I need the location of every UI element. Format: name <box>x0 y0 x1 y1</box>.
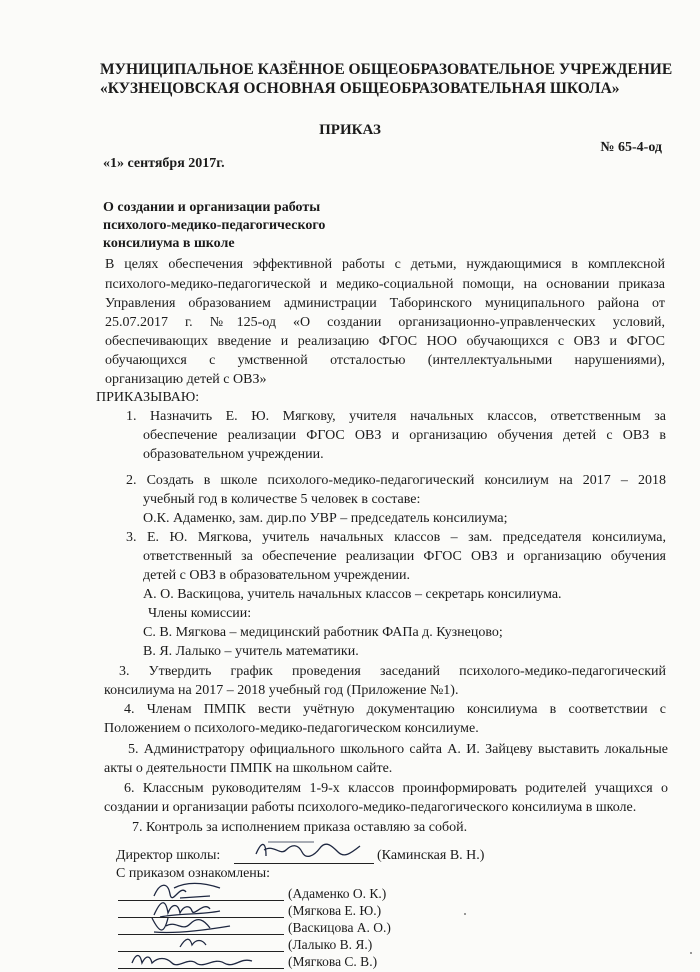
acquainted-label: С приказом ознакомлены: <box>116 866 271 881</box>
acquainted-name: (Адаменко О. К.) <box>288 886 387 901</box>
signature-line <box>118 951 284 952</box>
item-line: А. О. Васкицова, учитель начальных классов – секретарь консилиума. <box>143 587 562 602</box>
item-line: 3. Е. Ю. Мягкова, учитель начальных классов – зам. председателя консилиума, <box>126 530 666 545</box>
item-line: 3. Утвердить график проведения заседаний психолого-медико-педагогический <box>119 664 666 679</box>
speck <box>690 952 692 954</box>
item-line: Положением о психолого-медико-педагогическом консилиуме. <box>104 721 479 736</box>
organization-name <box>100 60 672 98</box>
order-date: «1» сентября 2017г. <box>103 156 225 171</box>
signature-line <box>118 968 284 969</box>
item-line: Члены комиссии: <box>148 606 252 621</box>
director-signature <box>254 838 364 862</box>
preamble-line: психолого-медико-педагогической и медико-социальной помощи, на основании приказа <box>105 277 665 292</box>
preamble-line: обучающихся с умственной отсталостью (интеллектуальными нарушениями), <box>105 353 665 368</box>
preamble-line: обеспечивающих введение и реализацию ФГОС НОО обучающихся с ОВЗ и ФГОС <box>105 334 665 349</box>
item-line: В. Я. Лалыко – учитель математики. <box>143 644 359 659</box>
item-line: обеспечение реализации ФГОС ОВЗ и организацию обучения детей с ОВЗ в <box>143 428 666 443</box>
preamble-line: Управления образованием администрации Таборинского муниципального района от <box>105 296 665 311</box>
signature-line <box>118 900 284 901</box>
preamble-line: организацию детей с ОВЗ» <box>105 372 267 387</box>
item-line: образовательном учреждении. <box>143 447 324 462</box>
document-title: ПРИКАЗ <box>319 122 381 138</box>
order-number: № 65-4-од <box>600 140 662 155</box>
item-line: создании и организации работы психолого-медико-педагогического консилиума в школе. <box>104 800 637 815</box>
item-line: 5. Администратору официального школьного сайта А. И. Зайцеву выставить локальные <box>128 742 668 757</box>
preamble-line: В целях обеспечения эффективной работы с детьми, нуждающимися в комплексной <box>105 257 665 272</box>
signature-line <box>118 934 284 935</box>
item-line: консилиума на 2017 – 2018 учебный год (Приложение №1). <box>104 683 459 698</box>
director-name: (Каминская В. Н.) <box>377 848 485 863</box>
item-line: акты о деятельности ПМПК на школьном сайте. <box>104 761 393 776</box>
item-line: 4. Членам ПМПК вести учётную документацию консилиума в соответствии с <box>124 702 666 717</box>
acquainted-name: (Лалыко В. Я.) <box>288 937 373 952</box>
signature-line <box>118 917 284 918</box>
acquainted-name: (Васкицова А. О.) <box>288 920 391 935</box>
subject-line: психолого-медико-педагогического <box>103 218 326 233</box>
subject-line: консилиума в школе <box>103 236 235 251</box>
item-line: 1. Назначить Е. Ю. Мягкову, учителя начальных классов, ответственным за <box>126 409 666 424</box>
speck <box>464 913 466 915</box>
order-word: ПРИКАЗЫВАЮ: <box>96 390 200 405</box>
item-line: учебный год в количестве 5 человек в составе: <box>143 492 421 507</box>
item-line: детей с ОВЗ в образовательном учреждении. <box>143 568 411 583</box>
acquainted-name: (Мягкова С. В.) <box>288 954 378 969</box>
preamble-line: 25.07.2017 г. №125-од «О создании организационно-управленческих условий, <box>105 315 665 330</box>
director-label: Директор школы: <box>116 848 221 863</box>
order-subject <box>103 199 325 253</box>
item-line: С. В. Мягкова – медицинский работник ФАПа д. Кузнецово; <box>143 625 503 640</box>
organization-line-1: МУНИЦИПАЛЬНОЕ КАЗЁННОЕ ОБЩЕОБРАЗОВАТЕЛЬНОЕ УЧРЕЖДЕНИЕ <box>100 61 673 78</box>
item-line: О.К. Адаменко, зам. дир.по УВР – председатель консилиума; <box>143 511 508 526</box>
item-line: 2. Создать в школе психолого-медико-педагогический консилиум на 2017 – 2018 <box>126 473 666 488</box>
subject-line: О создании и организации работы <box>103 200 321 215</box>
organization-line-2: «КУЗНЕЦОВСКАЯ ОСНОВНАЯ ОБЩЕОБРАЗОВАТЕЛЬНАЯ ШКОЛА» <box>100 80 620 97</box>
item-line: 7. Контроль за исполнением приказа оставляю за собой. <box>132 820 468 835</box>
acquainted-name: (Мягкова Е. Ю.) <box>288 903 382 918</box>
director-signature-line <box>234 863 374 864</box>
item-line: 6. Классным руководителям 1-9-х классов проинформировать родителей учащихся о <box>124 781 668 796</box>
item-line: ответственный за обеспечение реализации ФГОС ОВЗ и организацию обучения <box>143 549 666 564</box>
